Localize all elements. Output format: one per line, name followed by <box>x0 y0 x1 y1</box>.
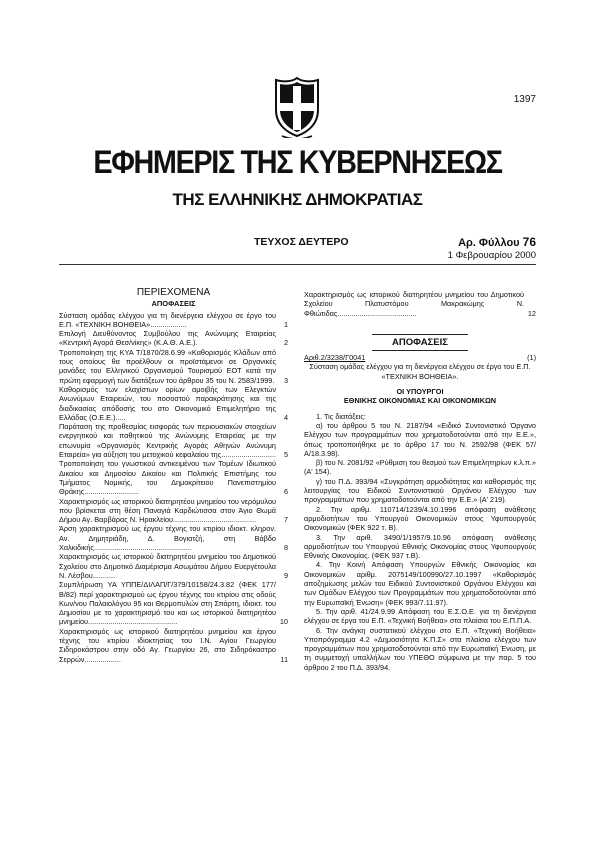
decision-reference: Αριθ.2/3238/Γ0041 <box>304 353 366 363</box>
contents-item-page: 5 <box>283 450 288 460</box>
contents-item-page: 6 <box>283 487 288 497</box>
contents-item-page: 3 <box>283 375 288 385</box>
decision-paragraph: 6. Την ανάγκη συστατικού ελέγχου στο Ε.Π. «Τεχνική Βοήθεια» Υποπρόγραμμα 4.2 «Δημοσιότητα Κ.Π.Σ» στα πλαίσια ελέγχου των προγραμμάτων που χρηματοδοτούνται από την Ευρωπαϊκή Ένωση, με τη συμμετοχή υπαλλήλων του ΥΠΕΘΟ σύμφωνα με την παρ. 5 του άρθρου 2 του Π.Δ. 393/94. <box>304 625 536 672</box>
masthead-subtitle: ΤΗΣ ΕΛΛΗΝΙΚΗΣ ΔΗΜΟΚΡΑΤΙΑΣ <box>172 190 423 209</box>
contents-item <box>59 311 288 330</box>
contents-item-text: Χαρακτηρισμός ως ιστορικού διατηρητέου μνημείου του Δημοτικού Σχολείου στο Δημοτικό Διαμέρισμα Ασωμάτου Δήμου Ευεργέτουλα Ν. Λέσβου........... <box>59 552 276 580</box>
contents-item-text: Τροποποίηση του γνωστικού αντικειμένου των Τομέων Ιδιωτικού Δικαίου και Δημοσίου Δικαίου και Πολιτικής Επιστήμης του Τμήματος Νομικής, του Δημοκρίτειου Πανεπιστημίου Θράκης........................... <box>59 459 276 497</box>
contents-item-text: Επιλογή Διευθύνοντος Συμβούλου της Ανώνυμης Εταιρείας «Κεντρική Αγορά Θεσ/νίκης» (Κ.Α.Θ. Α.Ε.). <box>59 329 276 348</box>
sheet-label: Αρ. Φύλλου <box>458 237 520 249</box>
page-number: 1397 <box>513 94 536 105</box>
contents-item-text: Χαρακτηρισμός ως ιστορικού διατηρητέου μνημείου του Δημοτικού Σχολείου Πλατυστόμου Μακρακώμης Ν. Φθιώτιδας....................................... <box>304 290 524 318</box>
contents-item-page: 8 <box>283 543 288 553</box>
decision-title: Σύσταση ομάδας ελέγχου για τη διενέργεια ελέγχου σε έργο του Ε.Π. «ΤΕΧΝΙΚΗ ΒΟΗΘΕΙΑ». <box>309 362 531 381</box>
contents-item-page: 2 <box>283 338 288 348</box>
contents-item-continued <box>304 290 536 318</box>
decision-paragraph: 4. Την Κοινή Απόφαση Υπουργών Εθνικής Οικονομίας και Οικονομικών αριθμ. 2075149/100990/27.10.1997 «Καθορισμός αποζημίωσης μελών του Ειδικού Συντονιστικού Οργάνου Ελέγχου και των Ομάδων Ελέγχου των Προγραμμάτων που χρηματοδοτούνται από την Ευρωπαϊκή Ένωση» (ΦΕΚ 993/7.11.97). <box>304 560 536 607</box>
contents-item-text: Χαρακτηρισμός ως ιστορικού διατηρητέου μνημείου και έργου τέχνης του κτιρίου ιδιοκτησίας του Ι.Ν. Αγίου Γεωργίου Σιδηροκάστρου στην οδό Αγ. Γεωργίου 26, στο Σιδηρόκαστρο Σερρών.................. <box>59 626 276 664</box>
contents-item <box>59 329 288 348</box>
contents-item <box>59 497 288 525</box>
contents-item-page: 7 <box>283 515 288 525</box>
decision-paragraph: 3. Την αριθ. 3490/1/1957/9.10.96 απόφαση ανάθεσης αρμοδιοτήτων του Υπουργού Εθνικής Οικονομίας στους Υφυπουργούς Εθνικής Οικονομίας. (ΦΕΚ 937 τ.Β). <box>304 532 536 561</box>
contents-item-text: Άρση χαρακτηρισμού ως έργου τέχνης του κτιρίου ιδιοκτ. κληρον. Αν. Δημητριάδη, Δ. Βογιατζή, στη Βάβδο Χαλκιδικής................................................ <box>59 524 276 553</box>
contents-item <box>59 524 288 552</box>
issue-label: ΤΕΥΧΟΣ ΔΕΥΤΕΡΟ <box>254 236 349 248</box>
contents-item-page: 1 <box>283 319 288 329</box>
decisions-column <box>304 290 536 672</box>
section-heading-text: ΑΠΟΦΑΣΕΙΣ <box>372 334 468 351</box>
issue-date: 1 Φεβρουαρίου 2000 <box>447 250 536 261</box>
contents-item-text: Παράταση της προθεσμίας εισφοράς των περιουσιακών στοιχείων ενεργητικού και παθητικού της Ανώνυμης Εταιρείας με την επωνυμία «Οργανισμός Κεντρικής Αγοράς Αθηνών Ανώνυμη Εταιρεία» για αύξηση του μετοχικού κεφαλαίου της........................... <box>59 422 276 460</box>
contents-item <box>59 348 288 385</box>
contents-item <box>59 385 288 422</box>
decision-paragraph: 5. Την αριθ. 41/24.9.99 Απόφαση του Ε.Σ.Ο.Ε. για τη διενέργεια ελέγχου σε έργα του Ε.Π. «Τεχνική Βοήθεια» στα πλαίσια του Ε.Π.Π.Α. <box>304 606 536 626</box>
contents-list <box>59 311 288 664</box>
contents-item-page: 10 <box>279 617 288 627</box>
contents-item-text: Σύσταση ομάδας ελέγχου για τη διενέργεια ελέγχου σε έργο του Ε.Π. «ΤΕΧΝΙΚΗ ΒΟΗΘΕΙΑ».................. <box>59 310 276 329</box>
sheet-number <box>458 235 536 249</box>
contents-item-text: Χαρακτηρισμός ως ιστορικού διατηρητέου μνημείου του νερόμυλου που βρίσκεται στη θέση Παναγιά Καρδιώτισσα στον Άγιο Θωμά Δήμου Αγ. Βαρβάρας Ν. Ηρακλείου......................................... <box>59 496 276 525</box>
contents-item-text: Καθορισμός των ελαχίστων ορίων αμοιβής των Ελεγκτών Ανωνύμων Εταιρειών, του ποσοστού παρακράτησης και της διαδικασίας απόδοσής του στο Οικονομικό Επιμελητήριο της Ελλάδας (Ο.Ε.Ε.)..... <box>59 384 276 422</box>
contents-item-page: 9 <box>283 570 288 580</box>
decision-paragraph: γ) του Π.Δ. 393/94 «Συγκρότηση αρμοδιότητας και καθορισμός της λειτουργίας του Ειδικού Συντονιστικού Οργάνου Ελέγχου των προγραμμάτων που χρηματοδοτούνται από την Ε.Ε.» (Α' 219). <box>304 476 536 505</box>
decision-paragraph: β) του Ν. 2081/92 «Ρύθμιση του θεσμού των Επιμελητηρίων κ.λ.π.» (Α' 154). <box>304 458 536 477</box>
sheet-value: 76 <box>522 235 536 249</box>
contents-subtitle: ΑΠΟΦΑΣΕΙΣ <box>151 299 196 309</box>
masthead-title: ΕΦΗΜΕΡΙΣ ΤΗΣ ΚΥΒΕΡΝΗΣΕΩΣ <box>93 144 502 180</box>
decision-marker: (1) <box>527 353 536 363</box>
decision-paragraph: 2. Την αριθμ. 110714/1239/4.10.1996 απόφαση ανάθεσης αρμοδιοτήτων του Υπουργού Οικονομικών στους Υφυπουργούς Οικονομικών (ΦΕΚ 922 τ. Β). <box>304 504 536 533</box>
authority-line-1: ΟΙ ΥΠΟΥΡΓΟΙ <box>396 387 444 397</box>
authority-line-2: ΕΘΝΙΚΗΣ ΟΙΚΟΝΟΜΙΑΣ ΚΑΙ ΟΙΚΟΝΟΜΙΚΩΝ <box>343 396 497 406</box>
contents-item-page: 4 <box>283 412 288 422</box>
contents-item <box>59 552 288 580</box>
decision-reference-row <box>304 353 536 362</box>
contents-item-text: Συμπλήρωση ΥΑ ΥΠΠΕ/ΔΙΛΑΠ/Γ/379/10158/24.3.82 (ΦΕΚ 177/Β/82) περί χαρακτηρισμού ως έργου τέχνης του κτιρίου στις οδούς Κων/νου Παλαιολόγου 95 και Θερμοπυλών στη Σπάρτη, ιδιοκτ. του Δημοσίου με το χαρακτηρισμό του και ως ιστορικού διατηρητέου μνημείου............................................ <box>59 580 276 627</box>
contents-item-page: 11 <box>280 654 288 664</box>
header-divider <box>59 264 536 265</box>
decision-paragraph: α) του άρθρου 5 του Ν. 2187/94 «Ειδικό Συντονιστικό Όργανο Ελέγχου των προγραμμάτων που χρηματοδοτούνται από την Ε.Ε.», όπως τροποποιήθηκε με το άρθρο 17 του Ν. 2592/98 (ΦΕΚ 57/Α/18.3.98). <box>304 420 536 458</box>
greek-coat-of-arms-icon <box>272 76 322 138</box>
contents-item <box>59 580 288 626</box>
contents-title: ΠΕΡΙΕΧΟΜΕΝΑ <box>136 287 211 298</box>
decision-body <box>304 412 536 672</box>
contents-item <box>59 459 288 496</box>
decision-paragraph: 1. Τις διατάξεις: <box>316 411 366 421</box>
contents-item <box>59 422 288 459</box>
contents-item-text: Τροποποίηση της ΚΥΑ Τ/1870/28.6.99 «Καθορισμός Κλάδων από τους οποίους θα προέλθουν οι προϊστάμενοι σε Οργανικές μονάδες του Ελληνικού Οργανισμού Τουρισμού ΕΟΤ κατά την πρώτη εφαρμογή των διατάξεων του άρθρου 35 του Ν. 2583/1999. <box>59 347 276 385</box>
contents-column <box>59 288 288 664</box>
contents-item-page: 12 <box>527 308 536 318</box>
section-heading <box>304 338 536 347</box>
contents-item <box>59 627 288 664</box>
